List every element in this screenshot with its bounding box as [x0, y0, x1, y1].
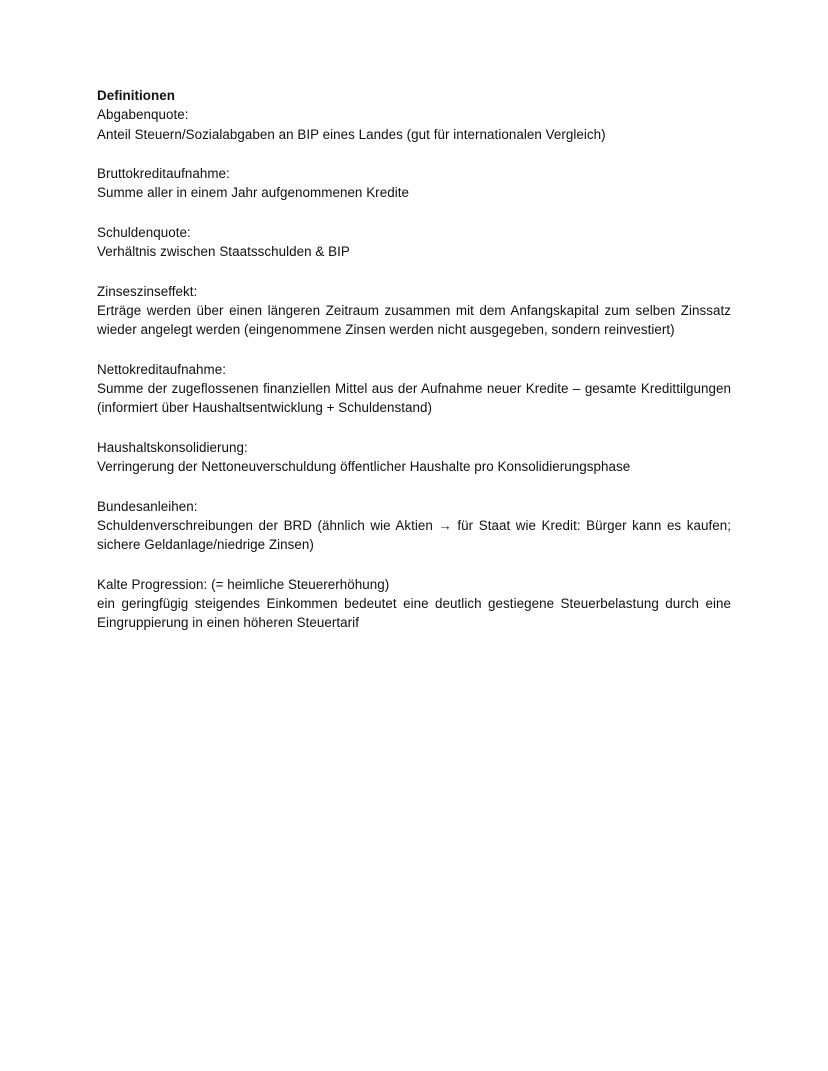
definition-term: Zinseszinseffekt: — [97, 283, 198, 299]
document-page — [97, 86, 731, 653]
definition-text: Verhältnis zwischen Staatsschulden & BIP — [97, 244, 350, 260]
definition-text: Anteil Steuern/Sozialabgaben an BIP eines Landes (gut für internationalen Vergleich) — [97, 126, 606, 142]
definition-text: Summe aller in einem Jahr aufgenommenen Kredite — [97, 185, 409, 201]
definition-term: Abgabenquote: — [97, 107, 189, 123]
definition-term: Bundesanleihen: — [97, 498, 198, 514]
definition-entry-kalte-progression — [97, 575, 731, 633]
definition-term: Haushaltskonsolidierung: — [97, 439, 248, 455]
definition-text: Verringerung der Nettoneuverschuldung öffentlicher Haushalte pro Konsolidierungsphase — [97, 459, 631, 475]
definition-term: Kalte Progression: (= heimliche Steuererhöhung) — [97, 576, 390, 592]
definition-entry-haushaltskonsolidierung — [97, 438, 731, 477]
definition-term: Nettokreditaufnahme: — [97, 361, 227, 377]
definition-term: Bruttokreditaufnahme: — [97, 166, 230, 182]
definition-entry-abgabenquote — [97, 105, 731, 144]
definition-text: ein geringfügig steigendes Einkommen bedeutet eine deutlich gestiegene Steuerbelastung durch eine Eingruppierung in einen höheren Steuertarif — [97, 595, 731, 631]
definition-entry-bundesanleihen — [97, 497, 731, 555]
definition-term: Schuldenquote: — [97, 224, 191, 240]
definition-text: Schuldenverschreibungen der BRD (ähnlich wie Aktien → für Staat wie Kredit: Bürger kann es kaufen; sichere Geldanlage/niedrige Zinsen) — [97, 517, 731, 553]
definition-entry-schuldenquote — [97, 223, 731, 262]
definition-text: Erträge werden über einen längeren Zeitraum zusammen mit dem Anfangskapital zum selben Zinssatz wieder angelegt werden (eingenommene Zinsen werden nicht ausgegeben, sondern reinvestiert) — [97, 302, 731, 338]
definition-text: Summe der zugeflossenen finanziellen Mittel aus der Aufnahme neuer Kredite – gesamte Kredittilgungen (informiert über Haushaltsentwicklung + Schuldenstand) — [97, 381, 731, 416]
document-heading: Definitionen — [97, 88, 175, 103]
definition-entry-nettokreditaufnahme — [97, 360, 731, 418]
definition-entry-bruttokreditaufnahme — [97, 164, 731, 203]
definition-entry-zinseszinseffekt — [97, 282, 731, 340]
